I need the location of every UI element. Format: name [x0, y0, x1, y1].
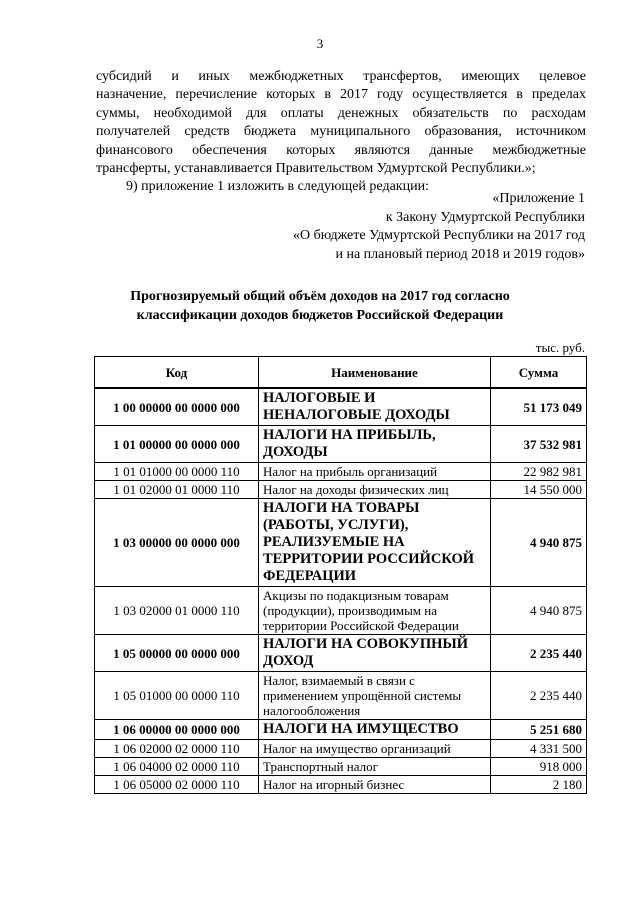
row-name: НАЛОГИ НА ПРИБЫЛЬ, ДОХОДЫ — [259, 426, 491, 463]
row-name: НАЛОГОВЫЕ И НЕНАЛОГОВЫЕ ДОХОДЫ — [259, 388, 491, 426]
intro-line: финансового обеспечения которых являются данные межбюджетные — [96, 142, 586, 158]
row-name: Налог на доходы физических лиц — [259, 481, 491, 499]
row-name: Налог на имущество организаций — [259, 740, 491, 758]
intro-last-line: трансферты, устанавливается Правительством Удмуртской Республики.»; — [96, 161, 536, 177]
item-9-text: 9) приложение 1 изложить в следующей редакции: — [126, 179, 429, 195]
appendix-line: «О бюджете Удмуртской Республики на 2017 год — [292, 228, 585, 244]
row-code: 1 06 05000 02 0000 110 — [95, 776, 259, 794]
appendix-line: к Закону Удмуртской Республики — [385, 209, 585, 225]
header-sum: Сумма — [491, 357, 587, 389]
row-sum: 5 251 680 — [491, 720, 587, 740]
table-row — [95, 720, 587, 740]
row-code: 1 00 00000 00 0000 000 — [95, 388, 259, 426]
page-number: 3 — [316, 36, 324, 51]
row-name: Налог на игорный бизнес — [259, 776, 491, 794]
row-sum: 2 235 440 — [491, 635, 587, 672]
intro-line: получателей средств бюджета муниципального образования, источником — [96, 124, 586, 140]
table-row — [95, 388, 587, 426]
table-row — [95, 635, 587, 672]
row-sum: 51 173 049 — [491, 388, 587, 426]
appendix-line: и на плановый период 2018 и 2019 годов» — [335, 246, 585, 262]
row-name: Акцизы по подакцизным товарам (продукции), производимым на территории Российской Федерации — [259, 587, 491, 635]
appendix-line: «Приложение 1 — [492, 191, 585, 206]
row-code: 1 01 02000 01 0000 110 — [95, 481, 259, 499]
row-sum: 37 532 981 — [491, 426, 587, 463]
row-name: Налог, взимаемый в связи с применением упрощённой системы налогообложения — [259, 672, 491, 720]
row-sum: 4 940 875 — [491, 587, 587, 635]
row-sum: 4 331 500 — [491, 740, 587, 758]
row-code: 1 05 01000 00 0000 110 — [95, 672, 259, 720]
table-title-line: Прогнозируемый общий объём доходов на 2017 год согласно — [130, 289, 510, 304]
intro-line: субсидий и иных межбюджетных трансфертов, имеющих целевое — [96, 69, 586, 84]
row-code: 1 05 00000 00 0000 000 — [95, 635, 259, 672]
revenue-table — [94, 356, 587, 794]
row-sum: 2 180 — [491, 776, 587, 794]
header-name: Наименование — [259, 357, 491, 389]
row-name: НАЛОГИ НА СОВОКУПНЫЙ ДОХОД — [259, 635, 491, 672]
table-row — [95, 463, 587, 481]
row-code: 1 06 02000 02 0000 110 — [95, 740, 259, 758]
table-row — [95, 587, 587, 635]
row-name: НАЛОГИ НА ИМУЩЕСТВО — [259, 720, 491, 740]
row-sum: 918 000 — [491, 758, 587, 776]
row-sum: 2 235 440 — [491, 672, 587, 720]
row-name: Налог на прибыль организаций — [259, 463, 491, 481]
row-sum: 22 982 981 — [491, 463, 587, 481]
units-label: тыс. руб. — [535, 340, 585, 355]
table-title-line: классификации доходов бюджетов Российской Федерации — [136, 308, 504, 323]
row-code: 1 01 01000 00 0000 110 — [95, 463, 259, 481]
row-name: НАЛОГИ НА ТОВАРЫ (РАБОТЫ, УСЛУГИ), РЕАЛИЗУЕМЫЕ НА ТЕРРИТОРИИ РОССИЙСКОЙ ФЕДЕРАЦИИ — [259, 499, 491, 587]
intro-line: суммы, необходимой для оплаты денежных обязательств по расходам — [96, 105, 586, 121]
row-sum: 4 940 875 — [491, 499, 587, 587]
row-name: Транспортный налог — [259, 758, 491, 776]
header-code: Код — [95, 357, 259, 389]
table-row — [95, 499, 587, 587]
row-code: 1 03 00000 00 0000 000 — [95, 499, 259, 587]
row-code: 1 03 02000 01 0000 110 — [95, 587, 259, 635]
row-code: 1 06 04000 02 0000 110 — [95, 758, 259, 776]
intro-paragraph — [96, 68, 586, 197]
row-code: 1 06 00000 00 0000 000 — [95, 720, 259, 740]
table-row — [95, 758, 587, 776]
table-body — [95, 388, 587, 794]
table-header-row — [95, 357, 587, 389]
table-row — [95, 740, 587, 758]
table-row — [95, 426, 587, 463]
row-code: 1 01 00000 00 0000 000 — [95, 426, 259, 463]
table-row — [95, 481, 587, 499]
table-row — [95, 672, 587, 720]
row-sum: 14 550 000 — [491, 481, 587, 499]
table-title — [0, 287, 640, 325]
intro-line: назначение, перечисление которых в 2017 году осуществляется в пределах — [96, 87, 586, 103]
table-row — [95, 776, 587, 794]
appendix-header — [165, 190, 585, 264]
